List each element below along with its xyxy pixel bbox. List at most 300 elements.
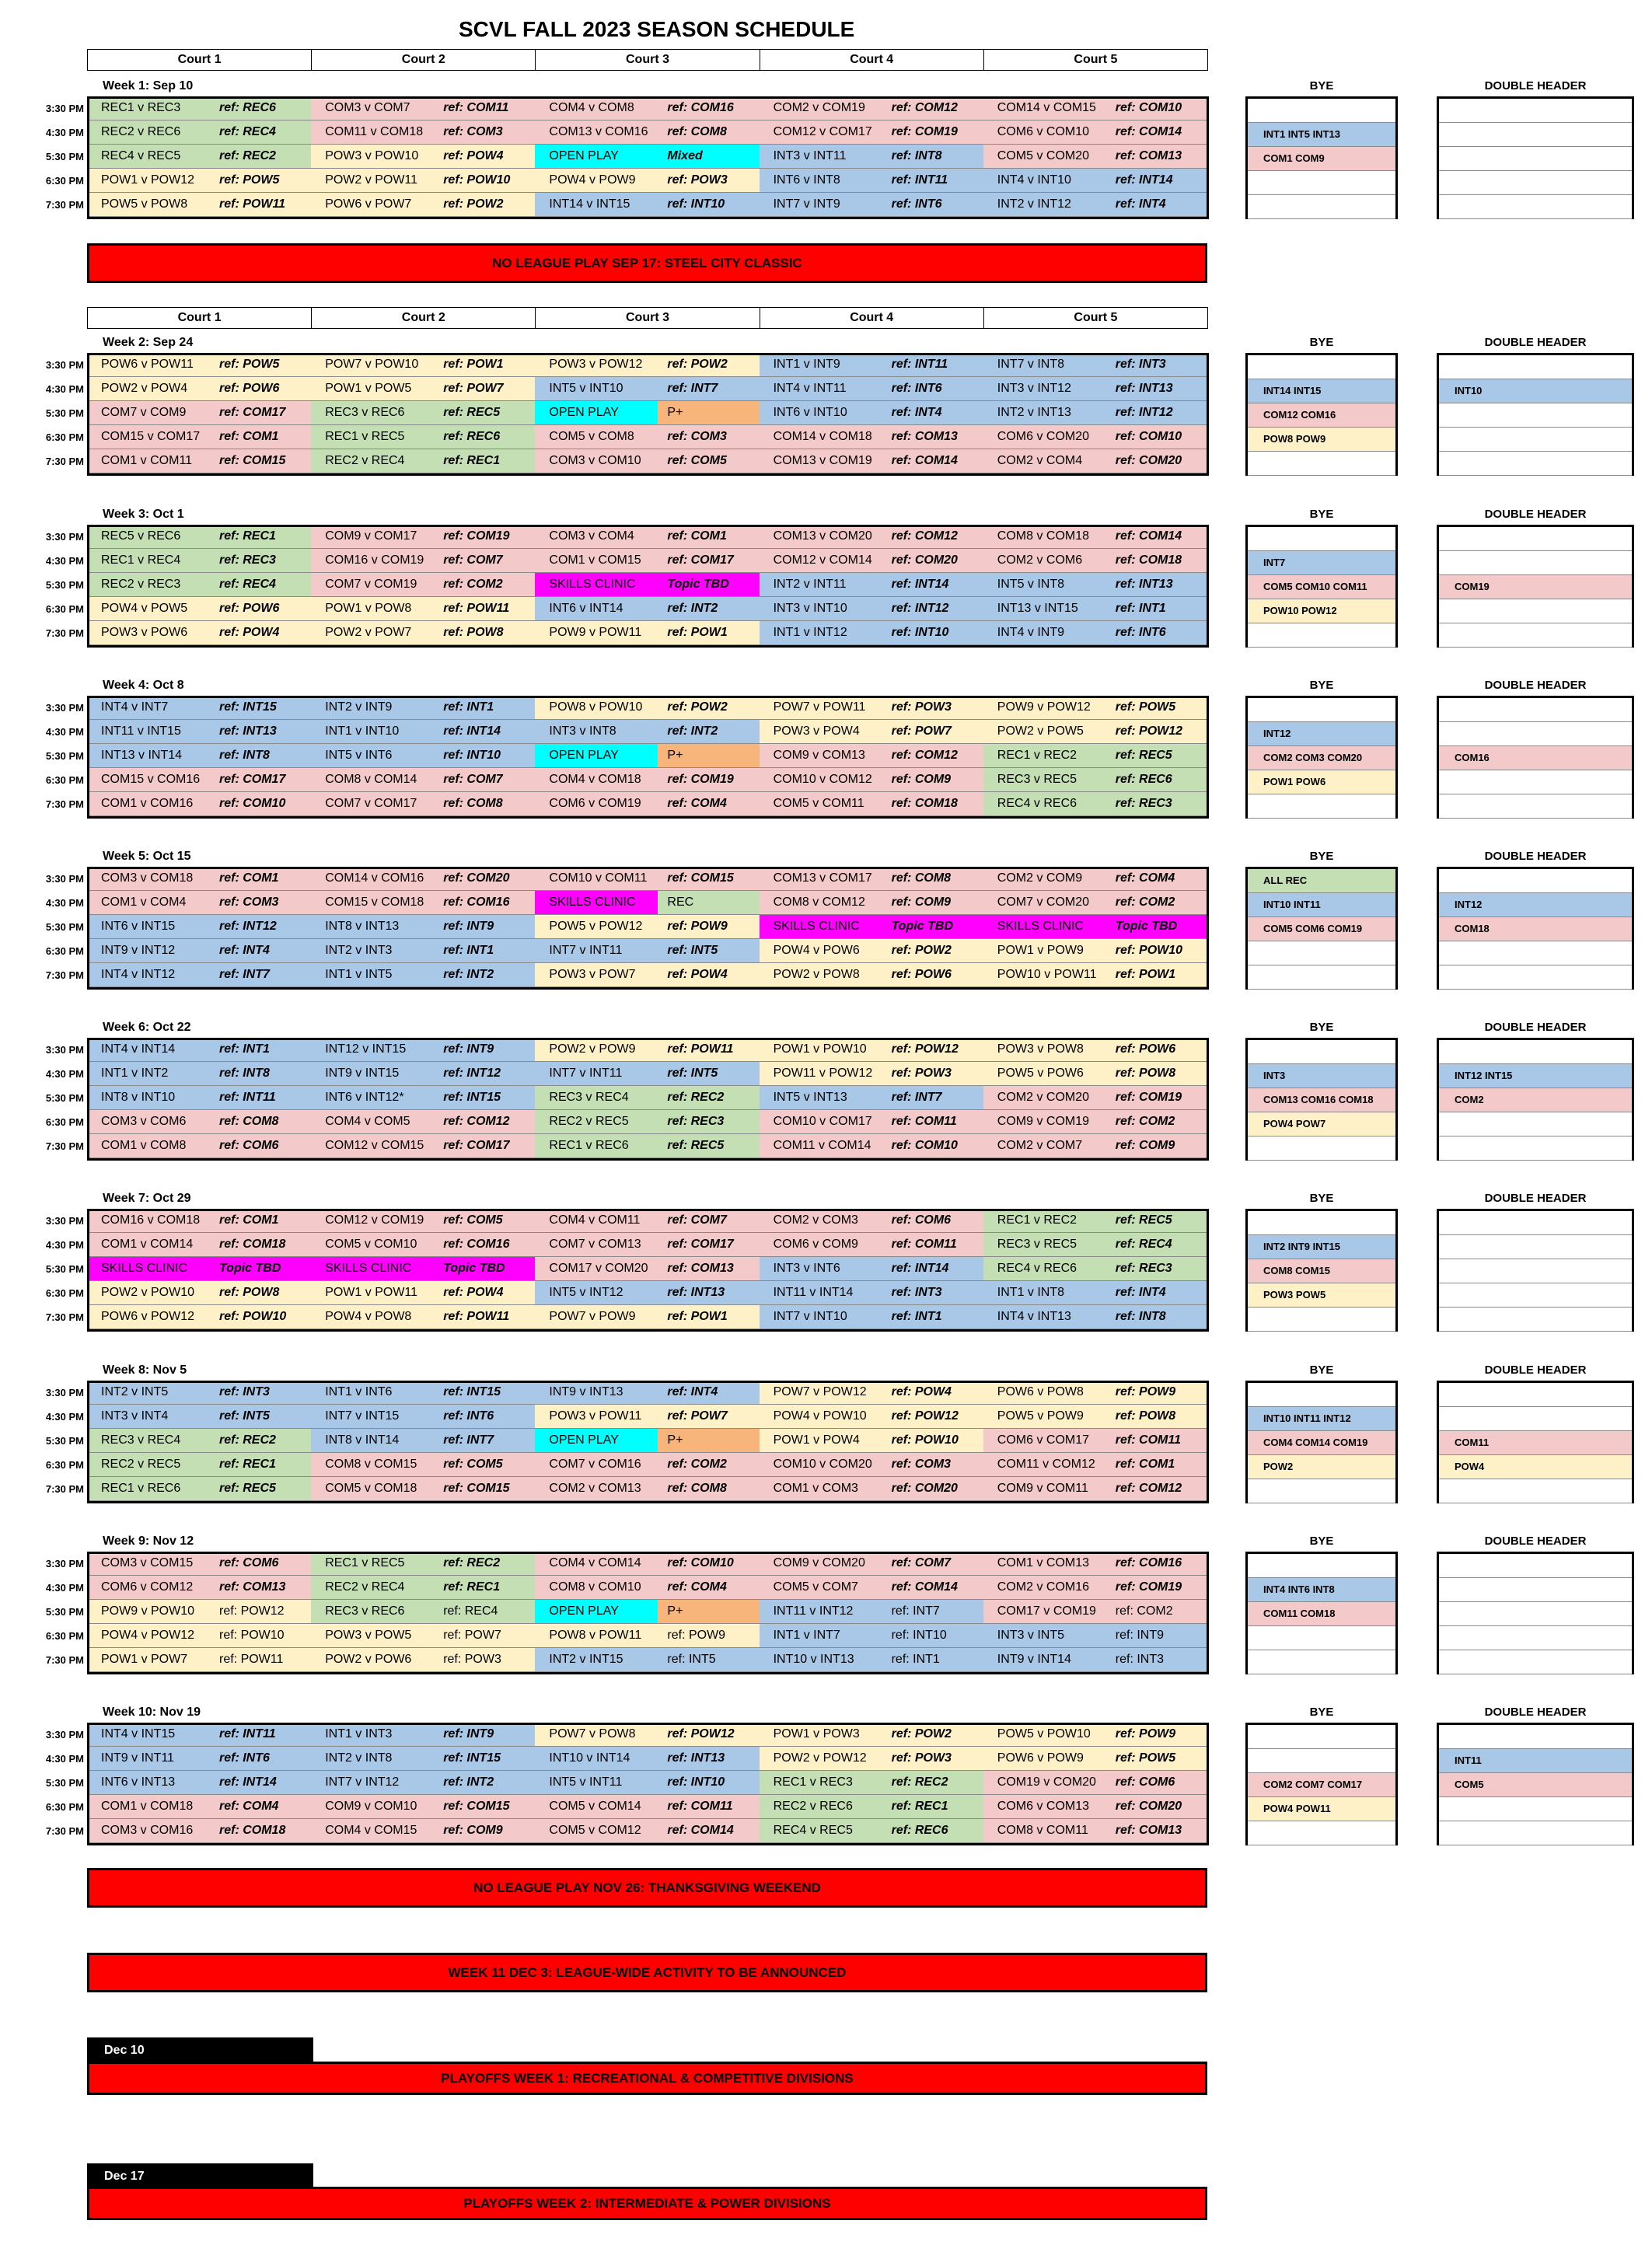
referee: ref: COM1 xyxy=(219,871,279,885)
matchup: POW3 v POW7 xyxy=(549,968,636,981)
time-slot: 4:30 PM xyxy=(45,726,84,738)
bye-entry xyxy=(1248,1725,1395,1749)
time-slot: 6:30 PM xyxy=(45,1630,84,1642)
referee: ref: INT3 xyxy=(1115,1653,1165,1666)
referee: ref: COM4 xyxy=(667,1580,727,1594)
matchup: INT7 v INT11 xyxy=(549,944,623,957)
game-cell xyxy=(535,696,760,720)
referee: ref: INT15 xyxy=(443,1385,501,1398)
banner-playoffs-week1: PLAYOFFS WEEK 1: RECREATIONAL & COMPETITIVE DIVISIONS xyxy=(87,2062,1207,2095)
double-header-entry xyxy=(1439,623,1632,648)
time-slot: 7:30 PM xyxy=(45,456,84,467)
double-header-entry xyxy=(1439,428,1632,452)
banner-week11: WEEK 11 DEC 3: LEAGUE-WIDE ACTIVITY TO BE ANNOUNCED xyxy=(87,1953,1207,1992)
matchup: COM3 v COM6 xyxy=(101,1115,187,1128)
time-slot: 5:30 PM xyxy=(45,1092,84,1104)
game-cell xyxy=(535,915,760,939)
referee: ref: INT3 xyxy=(891,1286,942,1299)
referee: ref: INT13 xyxy=(667,1286,725,1299)
matchup: INT1 v INT7 xyxy=(773,1629,840,1642)
bye-label: BYE xyxy=(1309,679,1334,692)
game-cell xyxy=(87,525,312,549)
bye-entry: POW3 POW5 xyxy=(1248,1283,1395,1308)
referee: ref: COM19 xyxy=(443,529,510,543)
bye-entry: COM11 COM18 xyxy=(1248,1602,1395,1626)
matchup: SKILLS CLINIC xyxy=(773,920,860,933)
referee: ref: COM11 xyxy=(667,1800,733,1813)
matchup: COM4 v COM11 xyxy=(549,1213,641,1227)
double-header-entry xyxy=(1439,1383,1632,1407)
referee: ref: POW7 xyxy=(667,1409,728,1423)
referee: ref: REC6 xyxy=(891,1824,948,1837)
game-cell xyxy=(760,891,984,915)
matchup: REC1 v REC3 xyxy=(773,1775,853,1789)
matchup: COM12 v COM15 xyxy=(325,1139,424,1152)
game-cell xyxy=(311,1381,536,1405)
game-cell xyxy=(311,1819,536,1843)
game-cell xyxy=(311,963,536,987)
referee: ref: COM14 xyxy=(1115,125,1182,138)
referee: ref: POW4 xyxy=(443,1286,504,1299)
game-cell xyxy=(311,96,536,120)
referee: ref: POW9 xyxy=(1115,1727,1176,1741)
matchup: POW2 v POW11 xyxy=(325,173,418,187)
game-cell xyxy=(311,1477,536,1501)
game-cell xyxy=(760,145,984,169)
game-cell xyxy=(535,120,760,145)
referee: ref: COM18 xyxy=(891,797,958,810)
referee: ref: INT6 xyxy=(219,1751,270,1765)
game-cell xyxy=(87,96,312,120)
week-label: Week 3: Oct 1 xyxy=(103,508,184,521)
referee: ref: COM17 xyxy=(667,553,734,567)
referee: ref: REC2 xyxy=(219,149,276,162)
referee: ref: INT1 xyxy=(891,1310,942,1323)
matchup: COM9 v COM11 xyxy=(997,1482,1088,1495)
double-header-entry xyxy=(1439,1112,1632,1136)
matchup: COM5 v COM18 xyxy=(325,1482,417,1495)
court-header-2: Court 2 xyxy=(311,49,536,71)
referee: ref: POW1 xyxy=(667,1310,728,1323)
referee: ref: COM6 xyxy=(219,1139,279,1152)
game-cell xyxy=(760,1305,984,1329)
matchup: COM2 v COM13 xyxy=(549,1482,641,1495)
game-cell xyxy=(87,891,312,915)
double-header-entry xyxy=(1439,147,1632,171)
game-cell xyxy=(311,1747,536,1771)
game-cell xyxy=(983,377,1208,401)
referee: ref: COM20 xyxy=(443,871,510,885)
time-slot: 7:30 PM xyxy=(45,1654,84,1666)
matchup: POW3 v POW12 xyxy=(549,358,643,371)
game-cell xyxy=(535,891,760,915)
game-cell xyxy=(87,1429,312,1453)
referee: ref: REC2 xyxy=(443,1556,501,1569)
matchup: COM5 v COM12 xyxy=(549,1824,641,1837)
game-cell xyxy=(311,1209,536,1233)
referee: ref: INT2 xyxy=(667,602,718,615)
matchup: COM13 v COM20 xyxy=(773,529,872,543)
game-cell xyxy=(535,1257,760,1281)
time-slot: 7:30 PM xyxy=(45,627,84,639)
referee: ref: COM12 xyxy=(891,529,958,543)
time-slot: 7:30 PM xyxy=(45,798,84,810)
matchup: REC2 v REC6 xyxy=(773,1800,853,1813)
bye-entry: POW4 POW7 xyxy=(1248,1112,1395,1136)
bye-box xyxy=(1245,1552,1398,1674)
matchup: COM6 v COM20 xyxy=(997,430,1090,443)
matchup: COM4 v COM18 xyxy=(549,773,641,786)
matchup: INT7 v INT9 xyxy=(773,197,840,211)
matchup: COM5 v COM8 xyxy=(549,430,634,443)
bye-entry: INT10 INT11 INT12 xyxy=(1248,1407,1395,1431)
referee: ref: REC3 xyxy=(1115,797,1172,810)
referee: ref: COM4 xyxy=(667,797,727,810)
game-cell xyxy=(311,1110,536,1134)
time-slot: 4:30 PM xyxy=(45,383,84,395)
referee: ref: COM11 xyxy=(891,1115,957,1128)
time-slot: 6:30 PM xyxy=(45,1459,84,1471)
game-cell xyxy=(535,169,760,193)
game-cell xyxy=(983,1552,1208,1576)
game-cell xyxy=(760,96,984,120)
referee: Topic TBD xyxy=(891,920,953,933)
matchup: REC2 v REC3 xyxy=(101,578,181,591)
matchup: INT7 v INT12 xyxy=(325,1775,400,1789)
referee: ref: COM14 xyxy=(667,1824,734,1837)
game-cell xyxy=(535,525,760,549)
bye-entry: INT12 xyxy=(1248,722,1395,746)
matchup: COM1 v COM8 xyxy=(101,1139,187,1152)
matchup: INT9 v INT11 xyxy=(101,1751,174,1765)
week-label: Week 8: Nov 5 xyxy=(103,1363,187,1377)
bye-entry xyxy=(1248,452,1395,476)
time-slot: 4:30 PM xyxy=(45,897,84,909)
game-cell xyxy=(311,353,536,377)
game-cell xyxy=(87,353,312,377)
bye-entry xyxy=(1248,527,1395,551)
matchup: COM7 v COM13 xyxy=(549,1238,641,1251)
bye-entry xyxy=(1248,698,1395,722)
game-cell xyxy=(760,1233,984,1257)
double-header-label: DOUBLE HEADER xyxy=(1484,1363,1587,1377)
game-cell xyxy=(535,193,760,217)
game-cell xyxy=(983,169,1208,193)
banner-thanksgiving: NO LEAGUE PLAY NOV 26: THANKSGIVING WEEKEND xyxy=(87,1868,1207,1908)
referee: ref: COM15 xyxy=(219,454,286,467)
game-cell xyxy=(311,1233,536,1257)
referee: ref: INT14 xyxy=(891,1262,949,1275)
court-header-4: Court 4 xyxy=(760,307,984,329)
referee: ref: COM6 xyxy=(219,1556,279,1569)
game-cell xyxy=(760,1038,984,1062)
referee: ref: INT5 xyxy=(667,1653,716,1666)
referee: P+ xyxy=(667,749,683,762)
referee: ref: POW3 xyxy=(443,1653,501,1666)
bye-entry: COM1 COM9 xyxy=(1248,147,1395,171)
bye-label: BYE xyxy=(1309,79,1334,93)
matchup: INT4 v INT14 xyxy=(101,1042,176,1056)
referee: ref: INT10 xyxy=(443,749,501,762)
referee: ref: COM7 xyxy=(667,1213,727,1227)
referee: ref: COM15 xyxy=(443,1482,510,1495)
referee: ref: POW4 xyxy=(891,1385,952,1398)
bye-entry xyxy=(1248,965,1395,990)
double-header-entry xyxy=(1439,965,1632,990)
referee: ref: COM7 xyxy=(443,553,503,567)
matchup: INT7 v INT10 xyxy=(773,1310,847,1323)
matchup: INT7 v INT11 xyxy=(549,1067,623,1080)
game-cell xyxy=(983,425,1208,449)
referee: ref: COM8 xyxy=(891,871,952,885)
time-slot: 5:30 PM xyxy=(45,750,84,762)
game-cell xyxy=(311,425,536,449)
referee: ref: POW11 xyxy=(443,1310,510,1323)
double-header-entry xyxy=(1439,869,1632,893)
referee: ref: INT1 xyxy=(443,700,494,714)
referee: ref: POW5 xyxy=(1115,1751,1176,1765)
referee: ref: POW7 xyxy=(443,1629,501,1642)
game-cell xyxy=(535,1381,760,1405)
matchup: INT4 v INT15 xyxy=(101,1727,176,1741)
referee: ref: COM17 xyxy=(219,773,286,786)
referee: ref: COM12 xyxy=(443,1115,510,1128)
matchup: INT11 v INT15 xyxy=(101,724,181,738)
bye-entry xyxy=(1248,195,1395,219)
referee: ref: COM16 xyxy=(667,101,734,114)
game-cell xyxy=(760,720,984,744)
game-cell xyxy=(87,1405,312,1429)
game-cell xyxy=(760,1257,984,1281)
matchup: OPEN PLAY xyxy=(549,1604,619,1618)
matchup: COM2 v COM19 xyxy=(773,101,865,114)
matchup: INT1 v INT2 xyxy=(101,1067,169,1080)
game-cell xyxy=(535,549,760,573)
bye-entry: ALL REC xyxy=(1248,869,1395,893)
game-cell xyxy=(760,744,984,768)
game-cell xyxy=(983,1648,1208,1672)
bye-entry: COM2 COM7 COM17 xyxy=(1248,1773,1395,1797)
referee: ref: INT11 xyxy=(219,1091,276,1104)
matchup: OPEN PLAY xyxy=(549,406,619,419)
time-slot: 3:30 PM xyxy=(45,103,84,114)
referee: ref: POW4 xyxy=(443,149,504,162)
bye-entry xyxy=(1248,1479,1395,1503)
game-cell xyxy=(311,1453,536,1477)
game-cell xyxy=(311,1038,536,1062)
matchup: POW1 v POW9 xyxy=(997,944,1084,957)
time-slot: 3:30 PM xyxy=(45,702,84,714)
matchup: POW4 v POW9 xyxy=(549,173,636,187)
referee: ref: POW9 xyxy=(667,920,728,933)
referee: ref: INT15 xyxy=(219,700,277,714)
matchup: REC2 v REC5 xyxy=(549,1115,629,1128)
game-cell xyxy=(760,915,984,939)
time-slot: 7:30 PM xyxy=(45,1140,84,1152)
game-cell xyxy=(983,1453,1208,1477)
game-cell xyxy=(983,792,1208,816)
referee: ref: COM13 xyxy=(891,430,958,443)
referee: ref: COM10 xyxy=(667,1556,734,1569)
referee: ref: REC5 xyxy=(667,1139,725,1152)
matchup: INT14 v INT15 xyxy=(549,197,630,211)
game-cell xyxy=(87,1110,312,1134)
matchup: SKILLS CLINIC xyxy=(997,920,1084,933)
court-header-5: Court 5 xyxy=(983,307,1208,329)
referee: Mixed xyxy=(667,149,703,162)
double-header-label: DOUBLE HEADER xyxy=(1484,79,1587,93)
bye-label: BYE xyxy=(1309,1706,1334,1719)
game-cell xyxy=(311,1086,536,1110)
double-header-entry xyxy=(1439,171,1632,195)
double-header-entry xyxy=(1439,403,1632,428)
game-cell xyxy=(87,145,312,169)
matchup: COM2 v COM3 xyxy=(773,1213,858,1227)
game-cell xyxy=(87,1552,312,1576)
court-header-5: Court 5 xyxy=(983,49,1208,71)
game-cell xyxy=(760,1819,984,1843)
matchup: COM3 v COM16 xyxy=(101,1824,194,1837)
matchup: COM8 v COM11 xyxy=(997,1824,1088,1837)
matchup: INT5 v INT13 xyxy=(773,1091,847,1104)
referee: ref: COM10 xyxy=(1115,430,1182,443)
time-slot: 3:30 PM xyxy=(45,1044,84,1056)
matchup: COM1 v COM16 xyxy=(101,797,194,810)
matchup: REC1 v REC5 xyxy=(325,1556,405,1569)
referee: ref: COM8 xyxy=(443,797,503,810)
time-slot: 3:30 PM xyxy=(45,1729,84,1741)
matchup: COM10 v COM11 xyxy=(549,871,648,885)
referee: ref: POW5 xyxy=(219,358,280,371)
double-header-label: DOUBLE HEADER xyxy=(1484,1706,1587,1719)
game-cell xyxy=(983,1086,1208,1110)
bye-label: BYE xyxy=(1309,850,1334,863)
game-cell xyxy=(87,169,312,193)
time-slot: 6:30 PM xyxy=(45,175,84,187)
matchup: REC4 v REC5 xyxy=(101,149,181,162)
double-header-entry xyxy=(1439,527,1632,551)
game-cell xyxy=(760,549,984,573)
game-cell xyxy=(535,867,760,891)
referee: ref: POW12 xyxy=(891,1042,959,1056)
matchup: POW5 v POW8 xyxy=(101,197,188,211)
referee: ref: COM4 xyxy=(1115,871,1175,885)
matchup: REC3 v REC4 xyxy=(101,1433,181,1447)
game-cell xyxy=(983,891,1208,915)
game-cell xyxy=(760,1429,984,1453)
matchup: INT6 v INT8 xyxy=(773,173,840,187)
bye-entry: INT4 INT6 INT8 xyxy=(1248,1578,1395,1602)
double-header-entry xyxy=(1439,1650,1632,1674)
matchup: COM15 v COM17 xyxy=(101,430,201,443)
game-cell xyxy=(87,744,312,768)
matchup: INT3 v INT11 xyxy=(773,149,847,162)
referee: ref: INT4 xyxy=(1115,197,1166,211)
game-cell xyxy=(760,792,984,816)
game-cell xyxy=(311,1624,536,1648)
bye-entry xyxy=(1248,1650,1395,1674)
referee: ref: COM2 xyxy=(1115,1604,1173,1618)
game-cell xyxy=(535,1723,760,1747)
matchup: COM14 v COM15 xyxy=(997,101,1096,114)
game-cell xyxy=(311,549,536,573)
matchup: POW4 v POW8 xyxy=(325,1310,412,1323)
game-cell xyxy=(87,1134,312,1158)
double-header-entry: INT12 xyxy=(1439,893,1632,917)
bye-entry xyxy=(1248,1211,1395,1235)
referee: ref: COM8 xyxy=(667,1482,727,1495)
game-cell xyxy=(87,1624,312,1648)
referee: ref: INT11 xyxy=(891,173,948,187)
referee: ref: COM19 xyxy=(667,773,734,786)
referee: ref: REC4 xyxy=(443,1604,498,1618)
matchup: INT9 v INT15 xyxy=(325,1067,400,1080)
referee: ref: POW2 xyxy=(891,944,952,957)
referee: ref: COM1 xyxy=(667,529,727,543)
referee: ref: COM17 xyxy=(443,1139,510,1152)
week-label: Week 10: Nov 19 xyxy=(103,1706,201,1719)
week-label: Week 6: Oct 22 xyxy=(103,1021,191,1034)
week-label: Week 7: Oct 29 xyxy=(103,1192,191,1205)
game-cell xyxy=(760,120,984,145)
time-slot: 6:30 PM xyxy=(45,945,84,957)
game-cell xyxy=(535,1233,760,1257)
matchup: REC3 v REC5 xyxy=(997,773,1077,786)
game-cell xyxy=(983,1624,1208,1648)
matchup: POW4 v POW10 xyxy=(773,1409,867,1423)
matchup: COM9 v COM17 xyxy=(325,529,417,543)
game-cell xyxy=(87,1038,312,1062)
referee: ref: POW4 xyxy=(219,626,280,639)
game-cell xyxy=(983,193,1208,217)
game-cell xyxy=(760,377,984,401)
game-cell xyxy=(760,1723,984,1747)
game-cell xyxy=(760,1552,984,1576)
referee: ref: REC1 xyxy=(891,1800,948,1813)
referee: ref: POW10 xyxy=(219,1310,287,1323)
referee: ref: COM3 xyxy=(667,430,727,443)
referee: ref: INT1 xyxy=(443,944,494,957)
matchup: REC3 v REC6 xyxy=(325,1604,405,1618)
double-header-entry: COM2 xyxy=(1439,1088,1632,1112)
matchup: COM19 v COM20 xyxy=(997,1775,1096,1789)
referee: ref: POW11 xyxy=(667,1042,734,1056)
double-header-box xyxy=(1437,1038,1634,1161)
referee: ref: REC4 xyxy=(1115,1238,1172,1251)
matchup: INT2 v INT8 xyxy=(325,1751,393,1765)
double-header-entry xyxy=(1439,1479,1632,1503)
week-label: Week 2: Sep 24 xyxy=(103,336,194,349)
game-cell xyxy=(535,1771,760,1795)
matchup: COM9 v COM19 xyxy=(997,1115,1090,1128)
matchup: INT2 v INT3 xyxy=(325,944,393,957)
referee: ref: COM3 xyxy=(443,125,503,138)
matchup: COM12 v COM17 xyxy=(773,125,872,138)
referee: ref: COM7 xyxy=(891,1556,952,1569)
game-cell xyxy=(760,1771,984,1795)
game-cell xyxy=(983,1281,1208,1305)
game-cell xyxy=(87,1086,312,1110)
referee: ref: COM14 xyxy=(891,454,958,467)
game-cell xyxy=(87,696,312,720)
matchup: COM7 v COM19 xyxy=(325,578,417,591)
double-header-entry xyxy=(1439,1554,1632,1578)
matchup: COM8 v COM14 xyxy=(325,773,417,786)
time-slot: 7:30 PM xyxy=(45,1311,84,1323)
game-cell xyxy=(983,1477,1208,1501)
matchup: POW1 v POW5 xyxy=(325,382,412,395)
playoffs2-date: Dec 17 xyxy=(87,2163,313,2190)
